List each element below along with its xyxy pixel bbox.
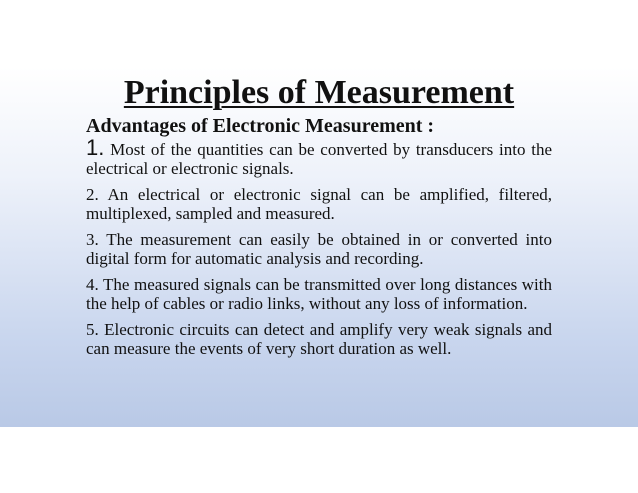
slide-body bbox=[86, 115, 552, 365]
point-number: 5. bbox=[86, 320, 99, 339]
advantage-point-2 bbox=[86, 185, 552, 223]
point-text: Most of the quantities can be converted by transducers into the electrical or electronic signals. bbox=[86, 140, 552, 178]
advantage-point-1 bbox=[86, 135, 552, 178]
point-number: 4. bbox=[86, 275, 99, 294]
point-number: 1. bbox=[86, 135, 105, 160]
point-text: The measured signals can be transmitted over long distances with the help of cables or radio links, without any loss of information. bbox=[86, 275, 552, 313]
advantage-point-3 bbox=[86, 230, 552, 268]
slide bbox=[0, 67, 638, 427]
point-text: The measurement can easily be obtained in or converted into digital form for automatic analysis and recording. bbox=[86, 230, 552, 268]
slide-subtitle: Advantages of Electronic Measurement : bbox=[86, 115, 435, 137]
point-text: Electronic circuits can detect and amplify very weak signals and can measure the events of very short duration as well. bbox=[86, 320, 552, 358]
advantage-point-5 bbox=[86, 320, 552, 358]
point-text: An electrical or electronic signal can be amplified, filtered, multiplexed, sampled and measured. bbox=[86, 185, 552, 223]
point-number: 3. bbox=[86, 230, 99, 249]
point-number: 2. bbox=[86, 185, 99, 204]
advantage-point-4 bbox=[86, 275, 552, 313]
slide-title: Principles of Measurement bbox=[123, 74, 515, 111]
